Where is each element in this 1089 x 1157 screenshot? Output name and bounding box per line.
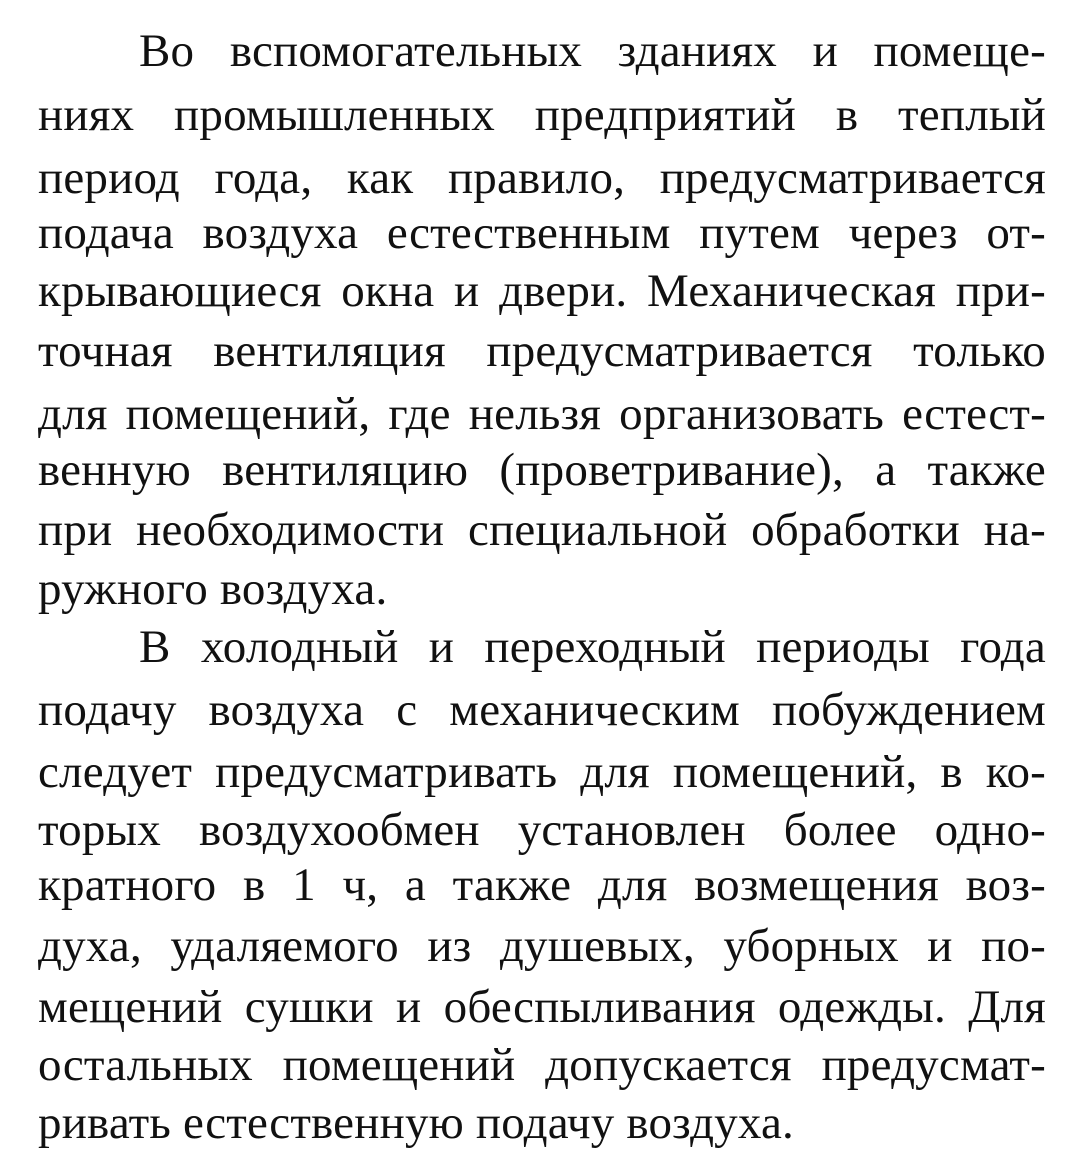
text-line: венную вентиляцию (проветривание), а также [38, 444, 1046, 496]
text-line: В холодный и переходный периоды года [139, 621, 1046, 673]
text-line: кратного в 1 ч, а также для возмещения воз- [38, 859, 1046, 911]
text-line: ривать естественную подачу воздуха. [38, 1097, 794, 1149]
text-line: подача воздуха естественным путем через от- [38, 207, 1046, 259]
text-line: следует предусматривать для помещений, в ко- [38, 746, 1046, 798]
text-line: мещений сушки и обеспыливания одежды. Для [38, 981, 1046, 1033]
text-line: при необходимости специальной обработки на- [38, 504, 1046, 556]
text-line: Во вспомогательных зданиях и помеще- [139, 25, 1046, 77]
text-line: для помещений, где нельзя организовать естест- [38, 388, 1046, 440]
text-line: крывающиеся окна и двери. Механическая при- [38, 265, 1046, 317]
text-line: точная вентиляция предусматривается только [38, 325, 1046, 377]
text-line: ружного воздуха. [38, 563, 388, 615]
text-line: остальных помещений допускается предусмат- [38, 1039, 1046, 1091]
text-line: духа, удаляемого из душевых, уборных и по- [38, 920, 1046, 972]
text-line: подачу воздуха с механическим побуждением [38, 684, 1046, 736]
text-line: ниях промышленных предприятий в теплый [38, 89, 1046, 141]
text-line: торых воздухообмен установлен более одно- [38, 804, 1046, 856]
text-line: период года, как правило, предусматривается [38, 152, 1046, 204]
